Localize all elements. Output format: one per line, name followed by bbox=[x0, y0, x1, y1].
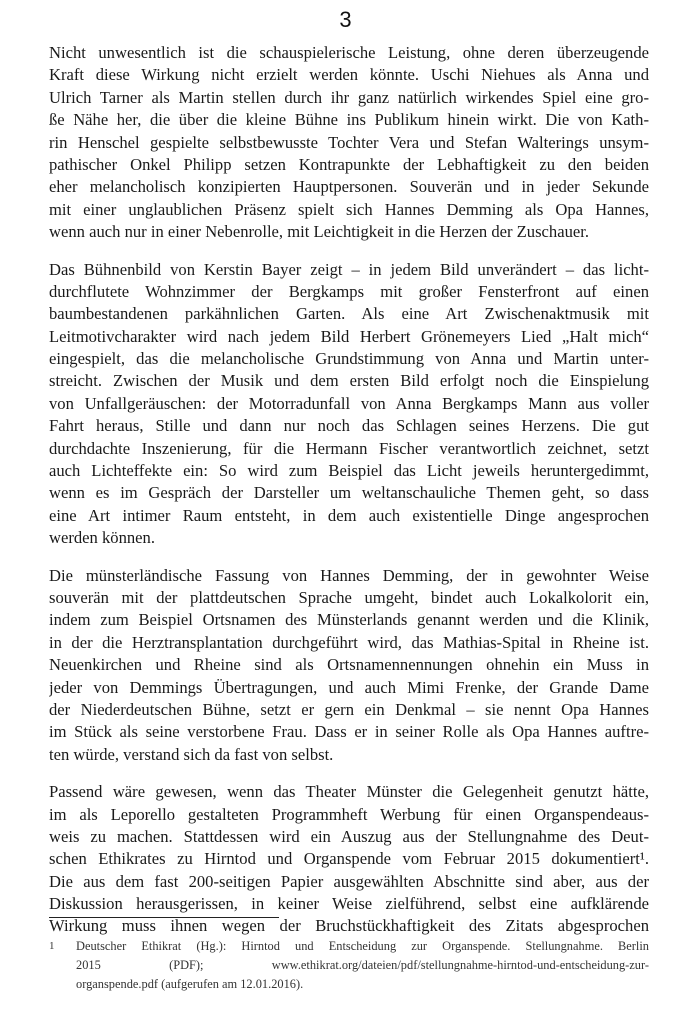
text-line: Nicht unwesentlich ist die schauspielerische Leistung, ohne deren überzeugende bbox=[49, 43, 649, 62]
text-line: wenn es im Gespräch der Darsteller um weltanschauliche Themen geht, so dass bbox=[49, 483, 649, 503]
footnote-line: organspende.pdf (aufgerufen am 12.01.2016). bbox=[76, 977, 304, 991]
text-line: ten würde, verstand sich da fast von selbst. bbox=[49, 744, 334, 764]
text-line: Passend wäre gewesen, wenn das Theater Münster die Gelegenheit genutzt hätte, bbox=[49, 782, 649, 802]
footnote-marker: 1 bbox=[49, 940, 55, 952]
text-line: mit einer unglaublichen Präsenz spielt sich Hannes Demming als Opa Hannes, bbox=[49, 199, 649, 219]
text-line: in der die Herztransplantation durchgeführt wird, das Mathias-Spital in Rheine ist. bbox=[49, 632, 649, 652]
text-line: auch Lichteffekte ein: So wird zum Beispiel das Licht jeweils heruntergedimmt, bbox=[49, 461, 649, 481]
text-line: im als Leporello gestalteten Programmheft Werbung für einen Organspendeaus- bbox=[49, 804, 649, 824]
text-line: Fahrt heraus, Stille und dann nur noch das Schlagen seines Herzens. Die gut bbox=[49, 416, 649, 436]
text-line: wenn auch nur in einer Nebenrolle, mit Leichtigkeit in die Herzen der Zuschauer. bbox=[49, 222, 590, 242]
paragraph-dialect-version bbox=[49, 565, 649, 767]
footnote-separator bbox=[49, 917, 279, 918]
text-line: im Stück als seine verstorbene Frau. Dass er in seiner Rolle als Opa Hannes auftre- bbox=[49, 722, 649, 742]
text-line: schen Ethikrates zu Hirntod und Organspende vom Februar 2015 dokumentiert¹. bbox=[49, 849, 649, 869]
paragraph-stage-design bbox=[49, 259, 649, 550]
page-number: 3 bbox=[339, 7, 352, 32]
text-line: Die aus dem fast 200-seitigen Papier ausgewählten Abschnitte sind aber, aus der bbox=[49, 871, 649, 891]
text-line: Kraft diese Wirkung nicht erzielt werden könnte. Uschi Niehues als Anna und bbox=[49, 65, 649, 85]
text-line: durchdachte Inszenierung, für die Hermann Fischer verantwortlich zeichnet, setzt bbox=[49, 438, 649, 458]
text-line: eine Art intimer Raum entsteht, in dem auch existentielle Dinge angesprochen bbox=[49, 505, 649, 525]
text-line: souverän mit der plattdeutschen Sprache umgeht, bindet auch Lokalkolorit ein, bbox=[49, 587, 649, 607]
body-text bbox=[49, 42, 649, 953]
text-line: eingespielt, das die melancholische Grundstimmung von Anna und Martin unter- bbox=[49, 349, 649, 369]
paragraph-program-booklet bbox=[49, 781, 649, 938]
text-line: durchflutete Wohnzimmer der Bergkamps mit großer Fensterfront auf einen bbox=[49, 281, 649, 301]
footnote-line: Deutscher Ethikrat (Hg.): Hirntod und Entscheidung zur Organspende. Stellungnahme. Berlin bbox=[76, 939, 649, 953]
text-line: jeder von Demmings Übertragungen, und auch Mimi Frenke, der Grande Dame bbox=[49, 677, 649, 697]
text-line: pathischer Onkel Philipp setzen Kontrapunkte der Lebhaftigkeit zu den beiden bbox=[49, 154, 649, 174]
text-line: Das Bühnenbild von Kerstin Bayer zeigt – in jedem Bild unverändert – das licht- bbox=[49, 259, 649, 279]
text-line: von Unfallgeräuschen: der Motorradunfall von Anna Bergkamps Mann aus voller bbox=[49, 393, 649, 413]
text-line: rin Henschel gespielte selbstbewusste Tochter Vera und Stefan Walterings unsym- bbox=[49, 132, 649, 152]
paragraph-performance bbox=[49, 42, 649, 244]
text-line: der Niederdeutschen Bühne, setzt er gern ein Denkmal – sie nennt Opa Hannes bbox=[49, 699, 649, 719]
text-line: ße Nähe her, die über die kleine Bühne ins Publikum hinein wirkt. Die von Kath- bbox=[49, 110, 649, 130]
text-line: Leitmotivcharakter wird nach jedem Bild Herbert Grönemeyers Lied „Halt mich“ bbox=[49, 326, 649, 346]
footnote-text bbox=[76, 937, 649, 994]
text-line: Ulrich Tarner als Martin stellen durch ihr ganz natürlich wirkendes Spiel eine gro- bbox=[49, 87, 649, 107]
text-line: Wirkung muss ihnen wegen der Bruchstückhaftigkeit des Zitats abgesprochen bbox=[49, 916, 649, 936]
text-line: weis zu machen. Stattdessen wird ein Auszug aus der Stellungnahme des Deut- bbox=[49, 826, 649, 846]
text-line: werden können. bbox=[49, 528, 155, 548]
text-line: baumbestandenen parkähnlichen Garten. Als eine Art Zwischenaktmusik mit bbox=[49, 304, 649, 324]
footnote-line: 2015 (PDF); www.ethikrat.org/dateien/pdf/stellungnahme-hirntod-und-entscheidung-zur- bbox=[76, 958, 649, 972]
text-line: indem zum Beispiel Ortsnamen des Münsterlands genannt werden und die Klinik, bbox=[49, 610, 649, 630]
text-line: Neuenkirchen und Rheine sind als Ortsnamennennungen ohnehin ein Muss in bbox=[49, 655, 649, 675]
text-line: streicht. Zwischen der Musik und dem ersten Bild erfolgt noch die Einspielung bbox=[49, 371, 649, 391]
text-line: Diskussion herausgerissen, in keiner Weise zielführend, selbst eine aufklärende bbox=[49, 894, 649, 914]
text-line: Die münsterländische Fassung von Hannes Demming, der in gewohnter Weise bbox=[49, 565, 649, 585]
text-line: eher melancholisch konzipierten Hauptpersonen. Souverän und in jeder Sekunde bbox=[49, 177, 649, 197]
